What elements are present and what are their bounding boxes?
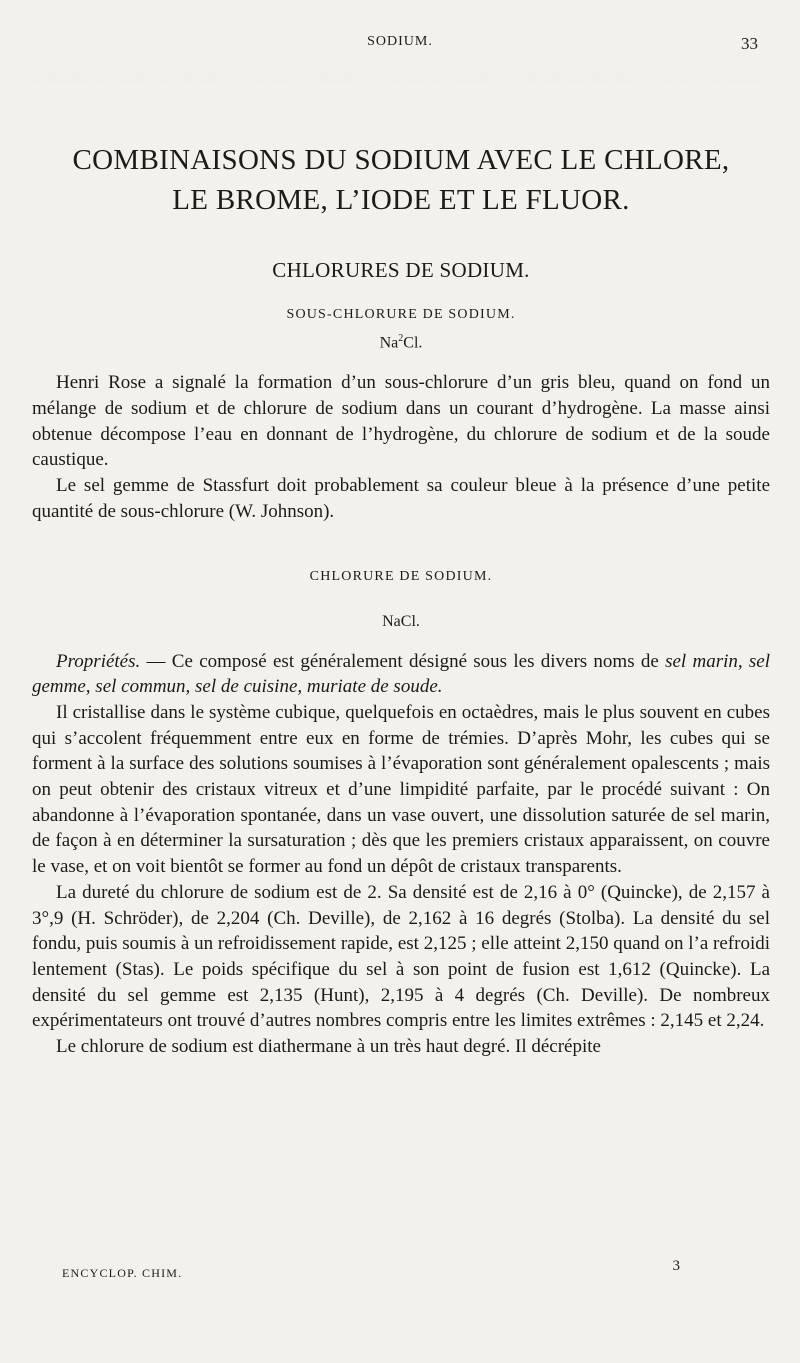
properties-text: — Ce composé est généralement désigné sous les divers noms de: [140, 650, 666, 672]
formula-base: Na: [379, 334, 399, 352]
signature-mark: ENCYCLOP. CHIM.: [62, 1266, 183, 1280]
formula-chloride: NaCl.: [382, 612, 420, 630]
chapter-title: [32, 140, 770, 220]
page-footer: [0, 1258, 800, 1288]
chapter-title-line-1: COMBINAISONS DU SODIUM AVEC LE CHLORE,: [72, 144, 730, 176]
paragraph-properties: [32, 649, 770, 700]
formula-subchloride: [32, 333, 770, 352]
properties-label: Propriétés.: [56, 650, 141, 672]
section-title: CHLORURES DE SODIUM.: [272, 258, 530, 282]
formula-tail: Cl.: [403, 334, 423, 352]
running-title: SODIUM.: [367, 34, 433, 49]
paragraph-crystallization: Il cristallise dans le système cubique, quelquefois en octaèdres, mais le plus souvent en cubes qui s’accolent fréquemment entre eux en forme de trémies. D’après Mohr, les cubes qui se forment à la surface des solutions soumises à l’évaporation sont généralement opalescents ; mais on peut obtenir des cristaux vitreux et d’une limpidité parfaite, par le procédé suivant : On abandonne à l’évaporation spontanée, dans un vase ouvert, une dissolution saturée de sel marin, de façon à en déterminer la sursaturation ; dès que les premiers cristaux apparaissent, on couvre le vase, et on voit bientôt se former au fond un dépôt de cristaux transparents.: [32, 701, 770, 878]
formula-superscript: 2: [398, 333, 404, 344]
page-content: [32, 140, 770, 1060]
running-head: [0, 30, 800, 60]
subsection-title-chloride: CHLORURE DE SODIUM.: [309, 568, 493, 584]
page-number: 33: [741, 34, 758, 53]
subsection-title-subchloride: SOUS-CHLORURE DE SODIUM.: [286, 307, 516, 322]
paragraph-diathermancy: Le chlorure de sodium est diathermane à un très haut degré. Il décrépite: [56, 1036, 601, 1058]
salt-names: sel marin, sel gemme, sel commun, sel de cuisine, muriate de soude.: [32, 650, 770, 698]
paragraph-density: La dureté du chlorure de sodium est de 2. Sa densité est de 2,16 à 0° (Quincke), de 2,157 à 3°,9 (H. Schröder), de 2,204 (Ch. Deville), de 2,162 à 16 degrés (Stolba). La densité du sel fondu, puis soumis à un refroidissement rapide, est 2,125 ; elle atteint 2,150 quand on l’a refroidi lentement (Stas). Le poids spécifique du sel à son point de fusion est 1,612 (Quincke). La densité du sel gemme est 2,135 (Hunt), 2,195 à 4 degrés (Ch. Deville). De nombreux expérimentateurs ont trouvé d’autres nombres compris entre les limites extrêmes : 2,145 et 2,24.: [32, 881, 770, 1032]
paragraph-rose: Henri Rose a signalé la formation d’un sous-chlorure d’un gris bleu, quand on fond un mélange de sodium et de chlorure de sodium dans un courant d’hydrogène. La masse ainsi obtenue décompose l’eau en donnant de l’hydrogène, du chlorure de sodium et de la soude caustique.: [32, 372, 770, 471]
chapter-title-line-2: LE BROME, L’IODE ET LE FLUOR.: [172, 184, 630, 216]
paragraph-stassfurt: Le sel gemme de Stassfurt doit probablement sa couleur bleue à la présence d’une petite quantité de sous-chlorure (W. Johnson).: [32, 475, 770, 522]
signature-number: 3: [672, 1258, 680, 1274]
